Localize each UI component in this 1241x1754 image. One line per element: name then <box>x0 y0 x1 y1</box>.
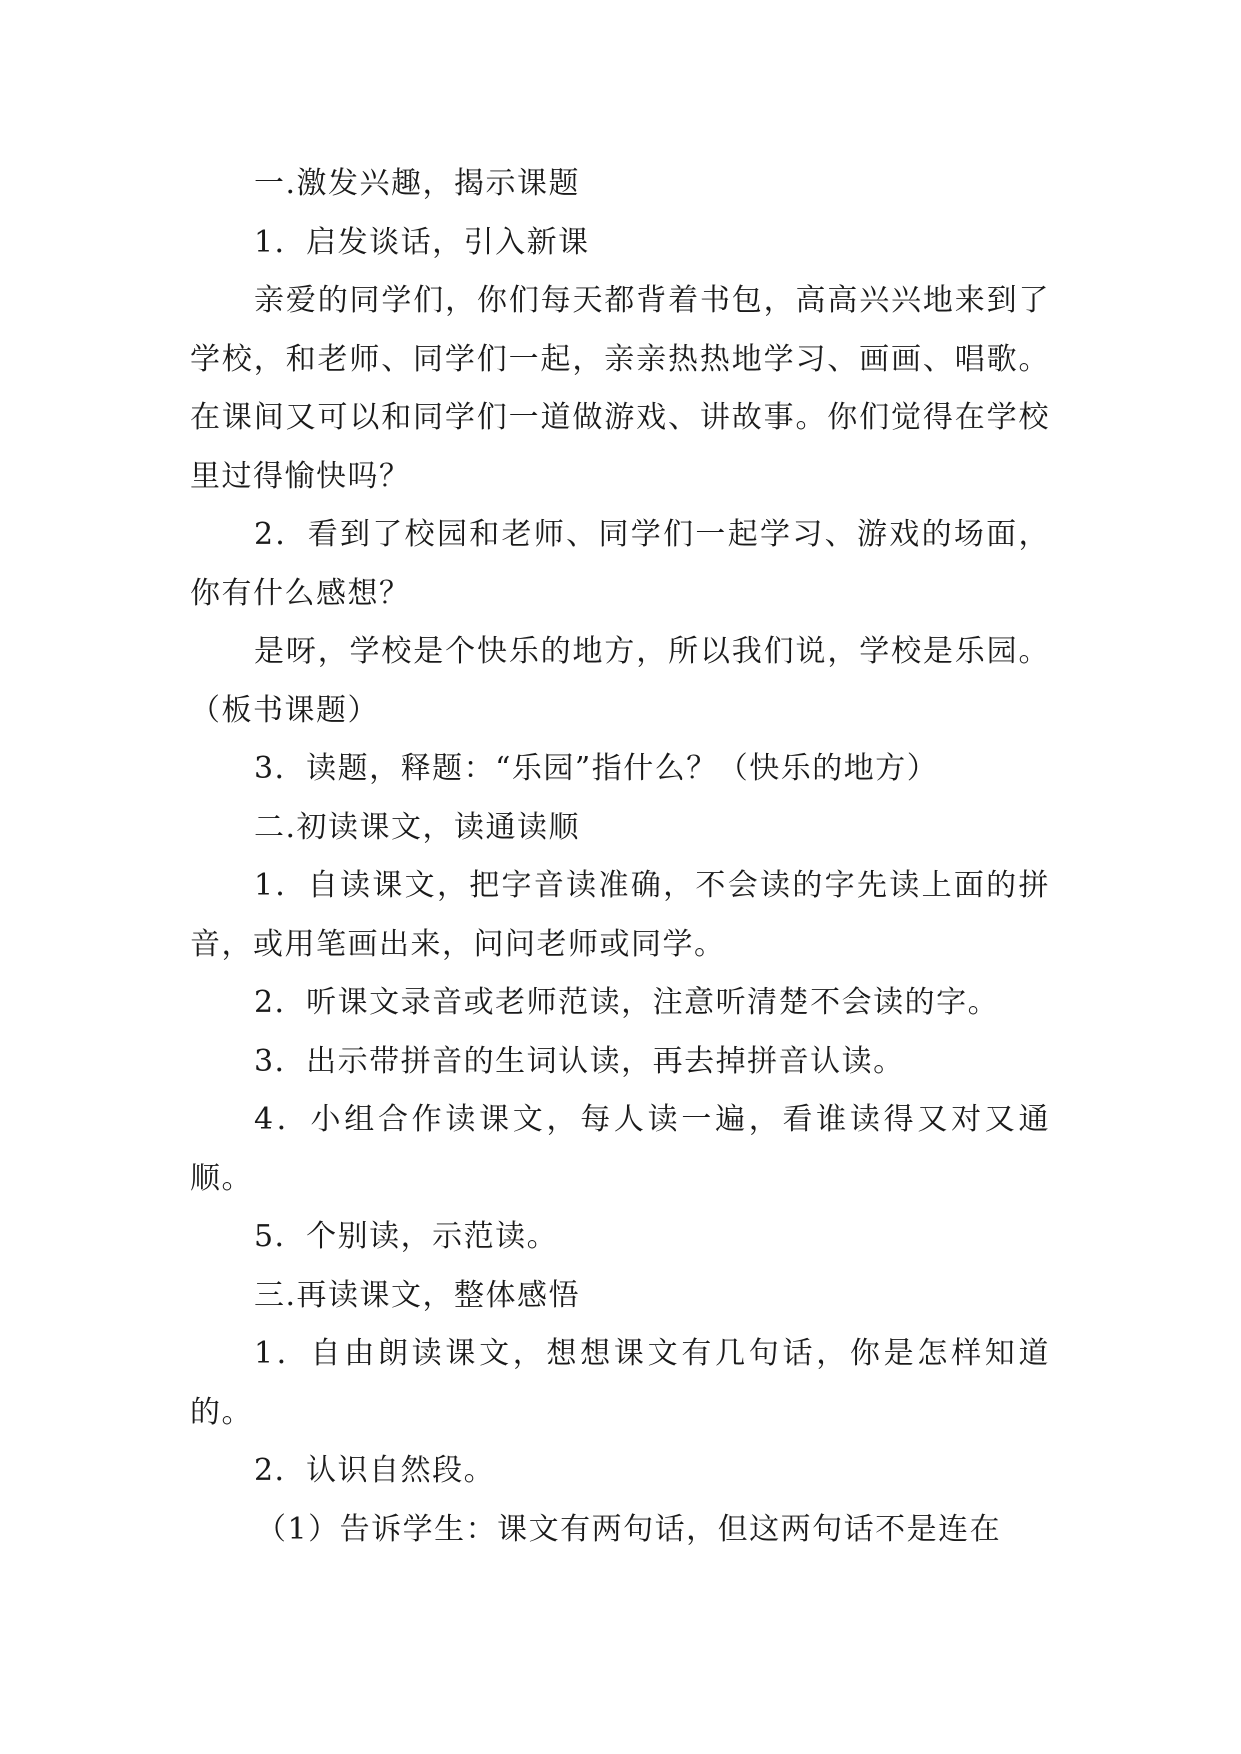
paragraph: 2．看到了校园和老师、同学们一起学习、游戏的场面，你有什么感想？ <box>190 517 1050 611</box>
paragraph: 4．小组合作读课文，每人读一遍，看谁读得又对又通顺。 <box>190 1102 1050 1196</box>
document-body <box>190 155 1050 1559</box>
paragraph: 是呀，学校是个快乐的地方，所以我们说，学校是乐园。（板书课题） <box>190 634 1050 728</box>
paragraph: （1）告诉学生：课文有两句话，但这两句话不是连在 <box>256 1511 1002 1547</box>
section-heading-1: 一.激发兴趣，揭示课题 <box>254 166 581 201</box>
paragraph: 1．自由朗读课文，想想课文有几句话，你是怎样知道的。 <box>190 1336 1050 1430</box>
paragraph: 2．听课文录音或老师范读，注意听清楚不会读的字。 <box>254 985 1000 1020</box>
paragraph: 3．读题，释题：“乐园”指什么？（快乐的地方） <box>254 751 939 786</box>
paragraph: 3．出示带拼音的生词认读，再去掉拼音认读。 <box>254 1043 905 1079</box>
paragraph: 2．认识自然段。 <box>254 1453 496 1488</box>
paragraph: 1．自读课文，把字音读准确，不会读的字先读上面的拼音，或用笔画出来，问问老师或同学。 <box>190 868 1050 962</box>
section-heading-3: 三.再读课文，整体感悟 <box>254 1277 581 1313</box>
section-heading-2: 二.初读课文，读通读顺 <box>254 809 581 845</box>
paragraph: 5．个别读，示范读。 <box>254 1219 559 1254</box>
paragraph: 亲爱的同学们，你们每天都背着书包，高高兴兴地来到了学校，和老师、同学们一起，亲亲热热地学习、画画、唱歌。在课间又可以和同学们一道做游戏、讲故事。你们觉得在学校里过得愉快吗？ <box>190 283 1050 494</box>
paragraph: 1．启发谈话，引入新课 <box>254 224 590 260</box>
